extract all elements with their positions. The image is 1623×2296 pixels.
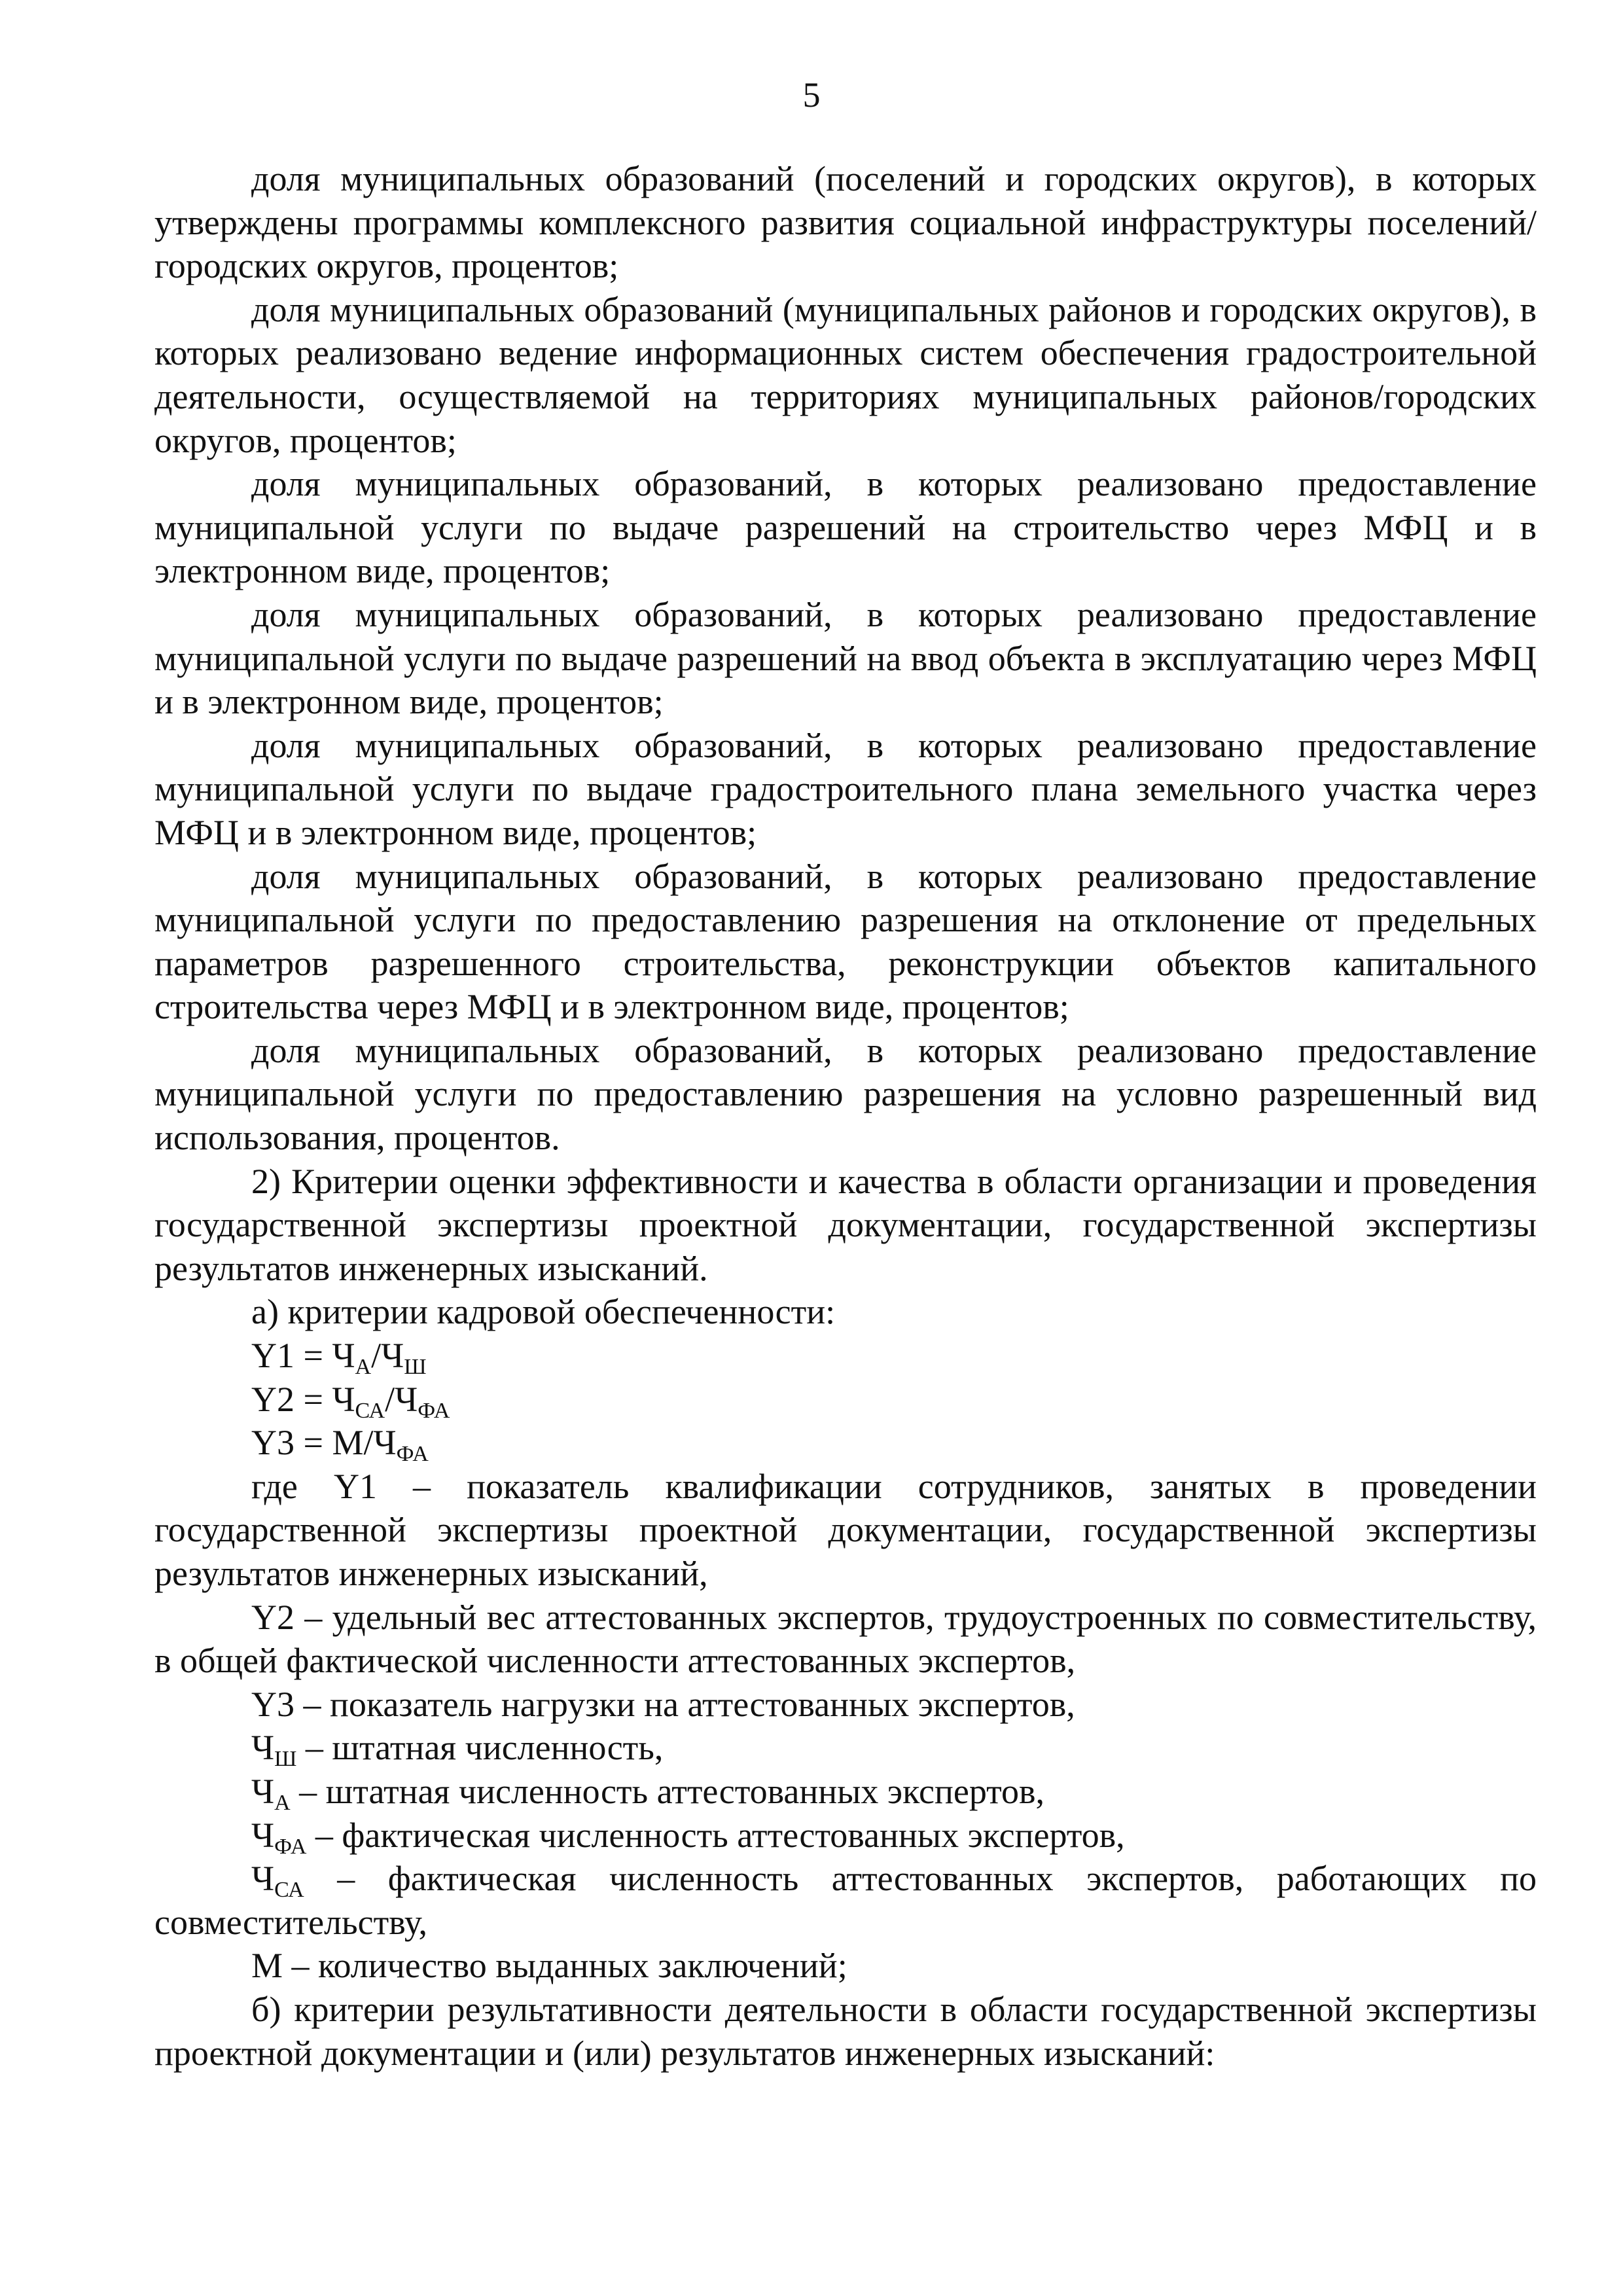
definition-cha-text: – штатная численность аттестованных экспертов, bbox=[299, 1771, 1044, 1811]
formula-y3 bbox=[154, 1421, 1537, 1465]
subsection-b-heading: б) критерии результативности деятельности в области государственной экспертизы проектной документации и (или) результатов инженерных изысканий: bbox=[154, 1989, 1537, 2073]
definition-cha bbox=[154, 1770, 1537, 1814]
formula-y3-lhs: Y3 = М/Ч bbox=[251, 1423, 397, 1463]
definition-chfa-text: – фактическая численность аттестованных экспертов, bbox=[315, 1815, 1125, 1855]
paragraph-4: доля муниципальных образований, в которых реализовано предоставление муниципальной услуги по выдаче разрешений на ввод объекта в эксплуатацию через МФЦ и в электронном виде, процентов; bbox=[154, 594, 1537, 722]
page-number: 5 bbox=[802, 75, 821, 115]
paragraph-6: доля муниципальных образований, в которых реализовано предоставление муниципальной услуги по предоставлению разрешения на отклонение от предельных параметров разрешенного строительства, реконструкции объектов капитального строительства через МФЦ и в электронном виде, процентов; bbox=[154, 856, 1537, 1027]
definition-y2: Y2 – удельный вес аттестованных экспертов, трудоустроенных по совместительству, в общей фактической численности аттестованных экспертов, bbox=[154, 1597, 1537, 1681]
paragraph-5: доля муниципальных образований, в которых реализовано предоставление муниципальной услуги по выдаче градостроительного плана земельного участка через МФЦ и в электронном виде, процентов; bbox=[154, 725, 1537, 852]
definition-chsa-text: – фактическая численность аттестованных экспертов, работающих по совместительству, bbox=[154, 1859, 1537, 1942]
formula-y1-sub1: А bbox=[355, 1355, 372, 1380]
formula-y1 bbox=[154, 1334, 1537, 1378]
formula-y2-mid: /Ч bbox=[385, 1379, 418, 1419]
definition-chfa-sub: ФА bbox=[274, 1834, 307, 1859]
paragraph-2: доля муниципальных образований (муниципальных районов и городских округов), в которых реализовано ведение информационных систем обеспечения градостроительной деятельности, осуществляемой на территориях муниципальных районов/городских округов, процентов; bbox=[154, 289, 1537, 460]
document-body bbox=[154, 157, 1537, 2075]
subsection-a-heading: а) критерии кадровой обеспеченности: bbox=[251, 1292, 836, 1332]
definition-chsh-symbol: Ч bbox=[251, 1728, 275, 1768]
definition-m: М – количество выданных заключений; bbox=[251, 1946, 847, 1986]
paragraph-7: доля муниципальных образований, в которых реализовано предоставление муниципальной услуги по предоставлению разрешения на условно разрешенный вид использования, процентов. bbox=[154, 1030, 1537, 1158]
formula-y1-sub2: Ш bbox=[404, 1355, 427, 1380]
definition-chsh-sub: Ш bbox=[274, 1747, 297, 1772]
definition-cha-symbol: Ч bbox=[251, 1771, 275, 1811]
definition-chfa-symbol: Ч bbox=[251, 1815, 275, 1855]
formula-y2-sub1: СА bbox=[355, 1398, 385, 1423]
definition-y1: где Y1 – показатель квалификации сотрудников, занятых в проведении государственной экспертизы проектной документации, государственной экспертизы результатов инженерных изысканий, bbox=[154, 1466, 1537, 1593]
definition-chsa bbox=[154, 1857, 1537, 1944]
formula-y2-lhs: Y2 = Ч bbox=[251, 1379, 355, 1419]
definition-chsh bbox=[154, 1726, 1537, 1770]
definition-chsa-symbol: Ч bbox=[251, 1859, 275, 1899]
paragraph-3: доля муниципальных образований, в которых реализовано предоставление муниципальной услуги по выдаче разрешений на строительство через МФЦ и в электронном виде, процентов; bbox=[154, 464, 1537, 591]
formula-y3-sub1: ФА bbox=[396, 1442, 429, 1467]
formula-y1-lhs: Y1 = Ч bbox=[251, 1336, 355, 1376]
definition-chsh-text: – штатная численность, bbox=[305, 1728, 664, 1768]
definition-chsa-sub: СА bbox=[274, 1878, 304, 1903]
definition-cha-sub: А bbox=[274, 1790, 291, 1815]
paragraph-1: доля муниципальных образований (поселений и городских округов), в которых утверждены программы комплексного развития социальной инфраструктуры поселений/городских округов, процентов; bbox=[154, 159, 1537, 286]
definition-y3: Y3 – показатель нагрузки на аттестованных экспертов, bbox=[251, 1684, 1075, 1724]
formula-y1-mid: /Ч bbox=[371, 1336, 404, 1376]
definition-chfa bbox=[154, 1814, 1537, 1857]
section-2-heading: 2) Критерии оценки эффективности и качества в области организации и проведения государственной экспертизы проектной документации, государственной экспертизы результатов инженерных изысканий. bbox=[154, 1161, 1537, 1288]
formula-y2 bbox=[154, 1378, 1537, 1422]
formula-y2-sub2: ФА bbox=[418, 1398, 450, 1423]
